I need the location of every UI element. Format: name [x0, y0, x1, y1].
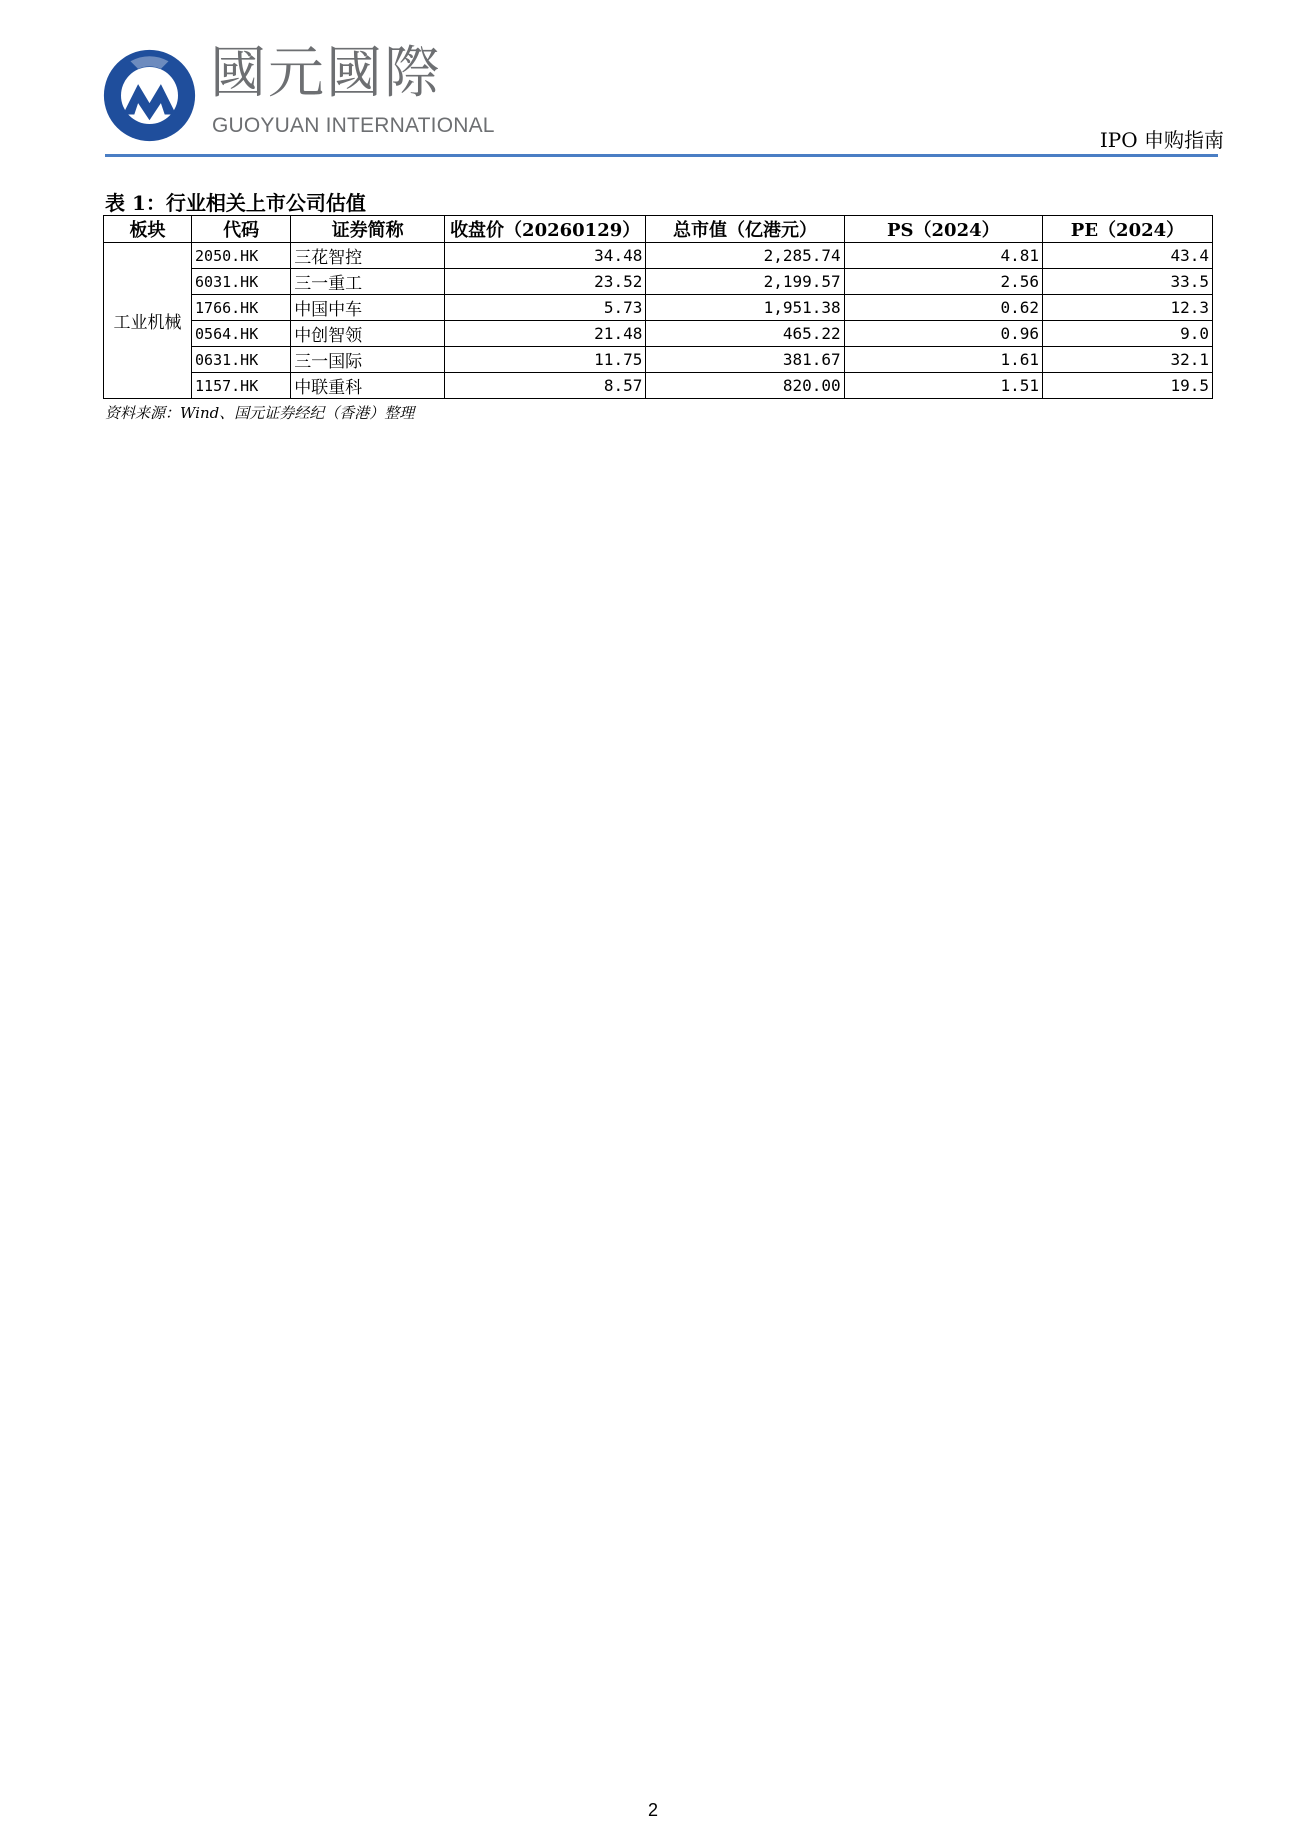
code-cell: 1157.HK	[192, 373, 291, 399]
market-cap-cell: 2,199.57	[646, 269, 844, 295]
table-row	[104, 243, 1213, 269]
code-cell: 0564.HK	[192, 321, 291, 347]
code-cell: 6031.HK	[192, 269, 291, 295]
column-header-close-price: 收盘价（20260129）	[444, 216, 645, 243]
name-cell: 三花智控	[291, 243, 445, 269]
column-header-market-cap: 总市值（亿港元）	[646, 216, 844, 243]
table-row	[104, 295, 1213, 321]
guoyuan-logo-icon	[102, 48, 197, 143]
column-header-sector: 板块	[104, 216, 192, 243]
close-price-cell: 11.75	[444, 347, 645, 373]
name-cell: 三一国际	[291, 347, 445, 373]
table-row	[104, 373, 1213, 399]
table-row	[104, 321, 1213, 347]
pe-cell: 12.3	[1042, 295, 1212, 321]
page-number: 2	[647, 1800, 658, 1820]
table-row	[104, 347, 1213, 373]
close-price-cell: 8.57	[444, 373, 645, 399]
name-cell: 中国中车	[291, 295, 445, 321]
name-cell: 三一重工	[291, 269, 445, 295]
market-cap-cell: 465.22	[646, 321, 844, 347]
market-cap-cell: 1,951.38	[646, 295, 844, 321]
name-cell: 中创智领	[291, 321, 445, 347]
ps-cell: 0.62	[844, 295, 1042, 321]
pe-cell: 33.5	[1042, 269, 1212, 295]
close-price-cell: 34.48	[444, 243, 645, 269]
code-cell: 0631.HK	[192, 347, 291, 373]
close-price-cell: 21.48	[444, 321, 645, 347]
brand-name-english: GUOYUAN INTERNATIONAL	[212, 114, 495, 137]
valuation-table	[103, 215, 1213, 399]
pe-cell: 19.5	[1042, 373, 1212, 399]
table-header-row	[104, 216, 1213, 243]
column-header-code: 代码	[192, 216, 291, 243]
market-cap-cell: 381.67	[646, 347, 844, 373]
close-price-cell: 5.73	[444, 295, 645, 321]
column-header-ps: PS（2024）	[844, 216, 1042, 243]
document-type-label: IPO 申购指南	[1099, 128, 1224, 152]
pe-cell: 43.4	[1042, 243, 1212, 269]
ps-cell: 1.61	[844, 347, 1042, 373]
source-note: 资料来源：Wind、国元证券经纪（香港）整理	[105, 404, 415, 422]
column-header-pe: PE（2024）	[1042, 216, 1212, 243]
name-cell: 中联重科	[291, 373, 445, 399]
code-cell: 2050.HK	[192, 243, 291, 269]
market-cap-cell: 2,285.74	[646, 243, 844, 269]
table-row	[104, 269, 1213, 295]
ps-cell: 1.51	[844, 373, 1042, 399]
header-divider	[105, 154, 1218, 157]
code-cell: 1766.HK	[192, 295, 291, 321]
brand-name-chinese: 國元國際	[210, 41, 442, 106]
ps-cell: 2.56	[844, 269, 1042, 295]
market-cap-cell: 820.00	[646, 373, 844, 399]
close-price-cell: 23.52	[444, 269, 645, 295]
column-header-name: 证券简称	[291, 216, 445, 243]
ps-cell: 4.81	[844, 243, 1042, 269]
table-caption: 表 1：行业相关上市公司估值	[105, 191, 366, 215]
pe-cell: 32.1	[1042, 347, 1212, 373]
ps-cell: 0.96	[844, 321, 1042, 347]
pe-cell: 9.0	[1042, 321, 1212, 347]
sector-cell: 工业机械	[104, 243, 192, 399]
